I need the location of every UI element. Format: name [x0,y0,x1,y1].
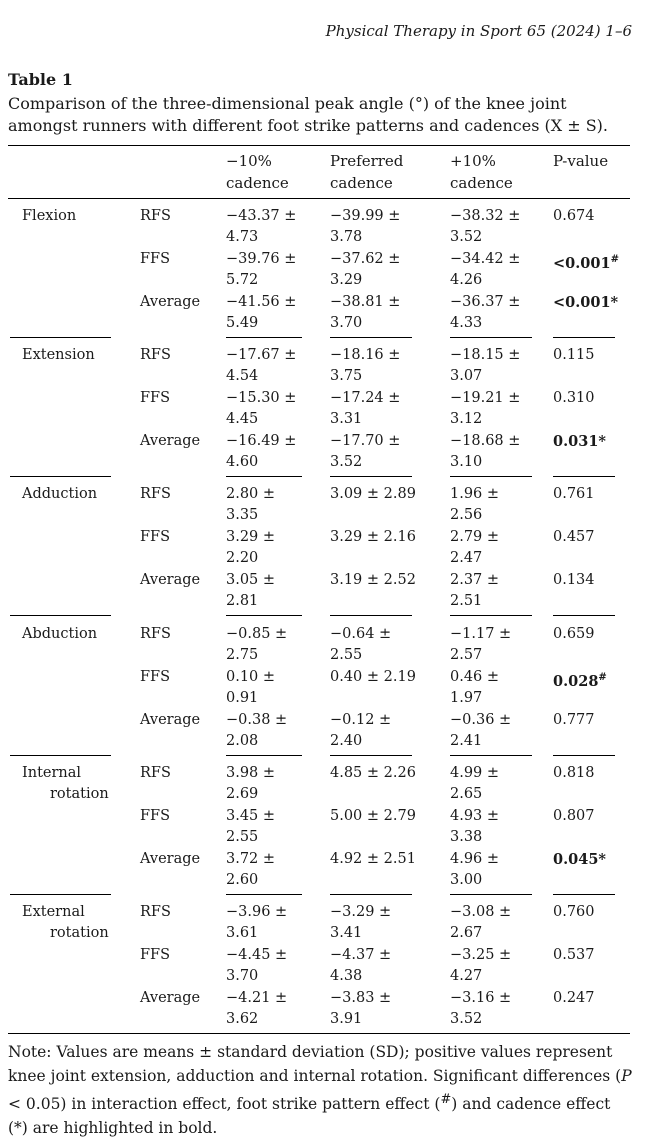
row-group-name: Abduction [22,626,98,642]
cell-preferred-cadence: −4.37 ± 4.38 [330,947,392,984]
cell-plus10-cadence: −3.08 ± 2.67 [450,904,512,941]
row-label: Average [140,572,201,588]
cell-p-value: 0.674 [553,208,595,224]
cell-p-value: 0.457 [553,529,595,545]
cell-minus10-cadence: −17.67 ± 4.54 [226,347,297,384]
header-minus10-cadence: −10% cadence [226,152,289,192]
row-group-name: External rotation [22,904,109,941]
group-separator [450,894,532,895]
cell-plus10-cadence: −18.15 ± 3.07 [450,347,521,384]
cell-preferred-cadence: −17.24 ± 3.31 [330,390,401,427]
cell-preferred-cadence: −38.81 ± 3.70 [330,294,401,331]
cell-plus10-cadence: −34.42 ± 4.26 [450,251,521,288]
cell-preferred-cadence: 5.00 ± 2.79 [330,808,416,824]
row-label: RFS [140,208,171,224]
group-separator [450,337,532,338]
cell-preferred-cadence: −39.99 ± 3.78 [330,208,401,245]
cell-p-value: 0.310 [553,390,595,406]
cell-p-value: 0.659 [553,626,595,642]
cell-minus10-cadence: −41.56 ± 5.49 [226,294,297,331]
group-separator [450,615,532,616]
group-separator [10,615,111,616]
cell-preferred-cadence: −3.29 ± 3.41 [330,904,392,941]
group-separator [553,476,615,477]
group-separator [450,755,532,756]
group-separator [450,476,532,477]
cell-p-value: 0.807 [553,808,595,824]
row-group-name: Flexion [22,208,77,224]
header-preferred-cadence: Preferred cadence [330,152,404,192]
cell-plus10-cadence: −18.68 ± 3.10 [450,433,521,470]
cell-preferred-cadence: 3.19 ± 2.52 [330,572,416,588]
cell-plus10-cadence: −36.37 ± 4.33 [450,294,521,331]
cell-plus10-cadence: −0.36 ± 2.41 [450,712,512,749]
cell-minus10-cadence: 3.45 ± 2.55 [226,808,276,845]
row-label: RFS [140,486,171,502]
row-label: FFS [140,947,171,963]
cell-minus10-cadence: −0.38 ± 2.08 [226,712,288,749]
row-label: Average [140,990,201,1006]
group-separator [330,337,412,338]
row-label: RFS [140,904,171,920]
cell-p-value: 0.247 [553,990,595,1006]
group-separator [10,476,111,477]
cell-p-value: 0.028# [553,672,607,690]
row-group-name: Internal rotation [22,765,109,802]
cell-p-value: 0.777 [553,712,595,728]
group-separator [10,337,111,338]
cell-preferred-cadence: 4.85 ± 2.26 [330,765,416,781]
cell-p-value: 0.537 [553,947,595,963]
cell-minus10-cadence: −16.49 ± 4.60 [226,433,297,470]
group-separator [553,337,615,338]
table-note: Note: Values are means ± standard deviation (SD); positive values represent knee joint extension, adduction and internal rotation. Significant differences (P < 0.05) in interaction effect, foot strike pattern effect (#) and cadence effect (*) are highlighted in bold. [8,1043,632,1137]
row-label: Average [140,433,201,449]
group-separator [330,894,412,895]
header-p-value: P-value [553,152,609,170]
group-separator [553,894,615,895]
group-separator [226,615,302,616]
cell-plus10-cadence: 4.93 ± 3.38 [450,808,500,845]
cell-p-value: 0.760 [553,904,595,920]
row-label: Average [140,851,201,867]
cell-preferred-cadence: −18.16 ± 3.75 [330,347,401,384]
group-separator [226,476,302,477]
cell-p-value: 0.134 [553,572,595,588]
row-label: FFS [140,390,171,406]
cell-preferred-cadence: −37.62 ± 3.29 [330,251,401,288]
table-label: Table 1 [8,70,73,89]
cell-minus10-cadence: −0.85 ± 2.75 [226,626,288,663]
cell-preferred-cadence: −17.70 ± 3.52 [330,433,401,470]
cell-p-value: 0.045* [553,851,606,868]
cell-plus10-cadence: 2.79 ± 2.47 [450,529,500,566]
group-separator [226,337,302,338]
cell-p-value: <0.001* [553,294,619,311]
row-label: Average [140,294,201,310]
cell-minus10-cadence: −3.96 ± 3.61 [226,904,288,941]
cell-minus10-cadence: −4.21 ± 3.62 [226,990,288,1027]
cell-minus10-cadence: 3.05 ± 2.81 [226,572,276,609]
cell-preferred-cadence: 4.92 ± 2.51 [330,851,416,867]
cell-p-value: 0.031* [553,433,606,450]
group-separator [553,615,615,616]
cell-minus10-cadence: 0.10 ± 0.91 [226,669,276,706]
cell-p-value: <0.001# [553,254,619,272]
cell-plus10-cadence: 4.99 ± 2.65 [450,765,500,802]
group-separator [330,615,412,616]
table-bottom-rule [8,1033,630,1034]
row-label: FFS [140,529,171,545]
cell-preferred-cadence: −0.12 ± 2.40 [330,712,392,749]
group-separator [330,755,412,756]
header-bottom-rule [8,198,630,199]
row-label: RFS [140,347,171,363]
group-separator [10,755,111,756]
cell-minus10-cadence: −39.76 ± 5.72 [226,251,297,288]
cell-p-value: 0.115 [553,347,595,363]
journal-citation: Physical Therapy in Sport 65 (2024) 1–6 [325,22,632,40]
cell-preferred-cadence: −3.83 ± 3.91 [330,990,392,1027]
cell-preferred-cadence: 3.29 ± 2.16 [330,529,416,545]
cell-preferred-cadence: 3.09 ± 2.89 [330,486,416,502]
cell-plus10-cadence: 2.37 ± 2.51 [450,572,500,609]
cell-minus10-cadence: 3.29 ± 2.20 [226,529,276,566]
header-plus10-cadence: +10% cadence [450,152,513,192]
cell-p-value: 0.761 [553,486,595,502]
group-separator [226,755,302,756]
cell-plus10-cadence: −19.21 ± 3.12 [450,390,521,427]
cell-minus10-cadence: 3.98 ± 2.69 [226,765,276,802]
group-separator [330,476,412,477]
cell-preferred-cadence: 0.40 ± 2.19 [330,669,416,685]
cell-minus10-cadence: 2.80 ± 3.35 [226,486,276,523]
row-group-name: Adduction [22,486,98,502]
row-group-name: Extension [22,347,95,363]
row-label: RFS [140,626,171,642]
cell-plus10-cadence: 1.96 ± 2.56 [450,486,500,523]
cell-plus10-cadence: −1.17 ± 2.57 [450,626,512,663]
table-caption: Comparison of the three-dimensional peak angle (°) of the knee joint amongst runners with different foot strike patterns and cadences (X ± S). [8,94,608,135]
cell-minus10-cadence: −43.37 ± 4.73 [226,208,297,245]
table-top-rule [8,145,630,146]
cell-minus10-cadence: −4.45 ± 3.70 [226,947,288,984]
cell-p-value: 0.818 [553,765,595,781]
group-separator [10,894,111,895]
row-label: FFS [140,808,171,824]
cell-minus10-cadence: −15.30 ± 4.45 [226,390,297,427]
group-separator [553,755,615,756]
row-label: FFS [140,669,171,685]
row-label: Average [140,712,201,728]
row-label: FFS [140,251,171,267]
cell-plus10-cadence: −38.32 ± 3.52 [450,208,521,245]
cell-plus10-cadence: 4.96 ± 3.00 [450,851,500,888]
cell-plus10-cadence: −3.16 ± 3.52 [450,990,512,1027]
row-label: RFS [140,765,171,781]
cell-minus10-cadence: 3.72 ± 2.60 [226,851,276,888]
cell-plus10-cadence: −3.25 ± 4.27 [450,947,512,984]
cell-plus10-cadence: 0.46 ± 1.97 [450,669,500,706]
cell-preferred-cadence: −0.64 ± 2.55 [330,626,392,663]
group-separator [226,894,302,895]
